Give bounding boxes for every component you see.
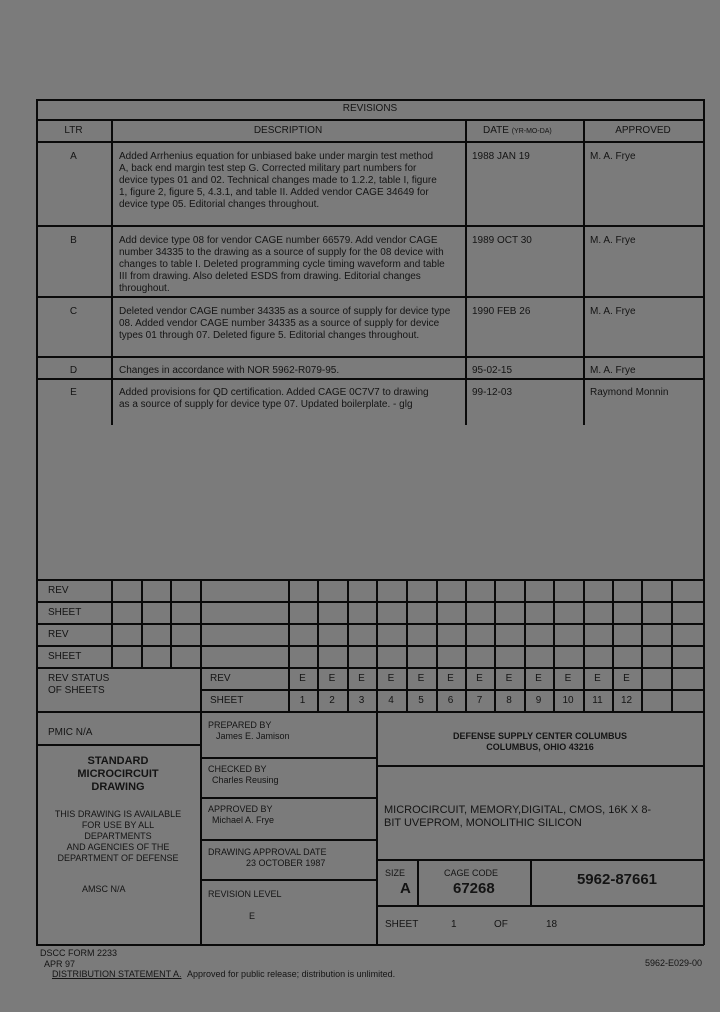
of-value: 18 [546,919,558,930]
rev-row-d-ltr: D [69,365,78,376]
rev-row-d-approved: M. A. Frye [590,365,636,376]
rev-row-e-ltr: E [70,387,77,398]
status-sheet-3: 3 [358,695,365,706]
amsc-label: AMSC N/A [82,884,126,894]
cage-code-label: CAGE CODE [444,868,499,878]
availability-line3: DEPARTMENTS [84,831,152,841]
description-header: DESCRIPTION [253,125,323,136]
grid-rev-label-2: REV [48,629,69,640]
rev-row-c-ltr: C [69,306,78,317]
status-rev-10: E [564,673,572,684]
status-rev-8: E [505,673,513,684]
availability-line5: DEPARTMENT OF DEFENSE [57,853,179,863]
rev-row-b-ltr: B [70,235,77,246]
status-rev-9: E [535,673,542,684]
grid-sheet-label-1: SHEET [48,607,82,618]
size-value: A [400,880,411,897]
std-title-line1: STANDARD [87,755,149,767]
status-rev-5: E [417,673,425,684]
availability-line2: FOR USE BY ALL [81,820,155,830]
rev-row-e-description: Added provisions for QD certification. Added CAGE 0C7V7 to drawing as a source of supply for device type 07. Updated boilerplate. - glg [119,387,429,410]
prepared-by-name: James E. Jamison [216,731,290,741]
rev-row-d-description: Changes in accordance with NOR 5962-R079-95. [119,365,340,376]
checked-by-name: Charles Reusing [212,775,279,785]
status-rev-3: E [358,673,365,684]
rev-row-e-date: 99-12-03 [472,387,513,398]
status-sheet-4: 4 [388,695,394,706]
status-sheet-11: 11 [592,695,603,706]
status-rev-12: E [623,673,630,684]
rev-status-line1: REV STATUS [48,673,110,684]
prepared-by-label: PREPARED BY [208,720,272,730]
approved-by-name: Michael A. Frye [212,815,275,825]
ltr-header: LTR [64,125,83,136]
status-sheet-8: 8 [506,695,512,706]
status-sheet-1: 1 [299,695,306,706]
status-rev-11: E [594,673,601,684]
rev-row-b-approved: M. A. Frye [590,235,636,246]
status-sheet-12: 12 [620,695,633,706]
form-line1: DSCC FORM 2233 [40,948,118,958]
document-code: 5962-E029-00 [645,958,703,968]
distribution-statement [52,969,395,980]
status-sheet-6: 6 [447,695,454,706]
availability-statement [36,809,200,864]
availability-line1: THIS DRAWING IS AVAILABLE [54,809,182,819]
status-rev-label: REV [210,673,231,684]
rev-row-c-description: Deleted vendor CAGE number 34335 as a source of supply for device type 08. Added vendor CAGE number 34335 as a source of supply for device types 01 through 07. Deleted figure 5. Editorial changes throughout. [119,306,451,341]
drawing-title [384,804,651,830]
status-sheet-2: 2 [329,695,335,706]
date-header [483,125,552,138]
std-title-line2: MICROCIRCUIT [77,768,159,780]
distribution-text: Approved for public release; distribution is unlimited. [187,969,396,979]
size-label: SIZE [385,868,406,878]
of-label: OF [494,919,508,930]
status-rev-7: E [476,673,483,684]
standard-drawing-title [36,755,200,794]
agency-name [376,731,704,753]
approved-header: APPROVED [615,125,671,136]
rev-row-c-approved: M. A. Frye [590,306,636,317]
distribution-label: DISTRIBUTION STATEMENT A. [52,969,182,979]
pmic-label: PMIC N/A [48,727,93,738]
checked-by-label: CHECKED BY [208,764,267,774]
cage-code-value: 67268 [453,880,495,897]
rev-row-d-date: 95-02-15 [472,365,513,376]
agency-line1: DEFENSE SUPPLY CENTER COLUMBUS [452,731,628,741]
status-rev-4: E [387,673,395,684]
status-rev-1: E [299,673,306,684]
approval-date-label: DRAWING APPROVAL DATE [208,847,327,857]
sheet-value: 1 [451,919,457,930]
date-format: (YR-MO-DA) [511,128,552,135]
rev-row-c-date: 1990 FEB 26 [472,306,531,317]
form-number [40,948,117,970]
status-sheet-7: 7 [476,695,483,706]
approval-date: 23 OCTOBER 1987 [246,858,326,868]
drawing-number: 5962-87661 [576,871,658,888]
rev-row-b-description: Add device type 08 for vendor CAGE number 66579. Add vendor CAGE number 34335 to the drawing as a source of supply for the 08 device with changes to table I. Deleted programming cycle timing waveform and table III from drawing. Also deleted ESDS from drawing. Editorial changes throughout. [119,235,445,294]
status-sheet-label: SHEET [210,695,244,706]
grid-rev-label-1: REV [48,585,69,596]
rev-status-label [48,673,109,697]
rev-row-a-description: Added Arrhenius equation for unbiased bake under margin test method A, back end margin test step G. Corrected military part numbers for device types 01 and 02. Technical changes made to 1.2.2, table I, figure 1, figure 2, figure 5, 4.3.1, and table II. Added vendor CAGE 34649 for device type 05. Editorial changes throughout. [119,151,437,210]
date-header-label: DATE [483,125,509,136]
rev-row-a-approved: M. A. Frye [590,151,636,162]
drawing-title-line2: BIT UVEPROM, MONOLITHIC SILICON [384,817,582,829]
grid-sheet-label-2: SHEET [48,651,82,662]
approved-by-label: APPROVED BY [208,804,273,814]
status-sheet-9: 9 [535,695,542,706]
drawing-title-line1: MICROCIRCUIT, MEMORY,DIGITAL, CMOS, 16K X 8- [384,804,652,816]
availability-line4: AND AGENCIES OF THE [66,842,170,852]
rev-row-e-approved: Raymond Monnin [590,387,669,398]
status-rev-6: E [447,673,454,684]
std-title-line3: DRAWING [91,781,145,793]
revision-level-value: E [249,911,256,921]
rev-status-line2: OF SHEETS [48,685,105,696]
rev-row-b-date: 1989 OCT 30 [472,235,532,246]
agency-line2: COLUMBUS, OHIO 43216 [486,742,594,752]
revisions-title: REVISIONS [342,103,398,114]
rev-row-a-date: 1988 JAN 19 [472,151,530,162]
status-rev-2: E [328,673,336,684]
rev-row-a-ltr: A [70,151,77,162]
status-sheet-10: 10 [562,695,574,706]
form-line2: APR 97 [44,959,76,969]
sheet-label: SHEET [385,919,419,930]
revision-level-label: REVISION LEVEL [208,889,282,899]
status-sheet-5: 5 [418,695,424,706]
